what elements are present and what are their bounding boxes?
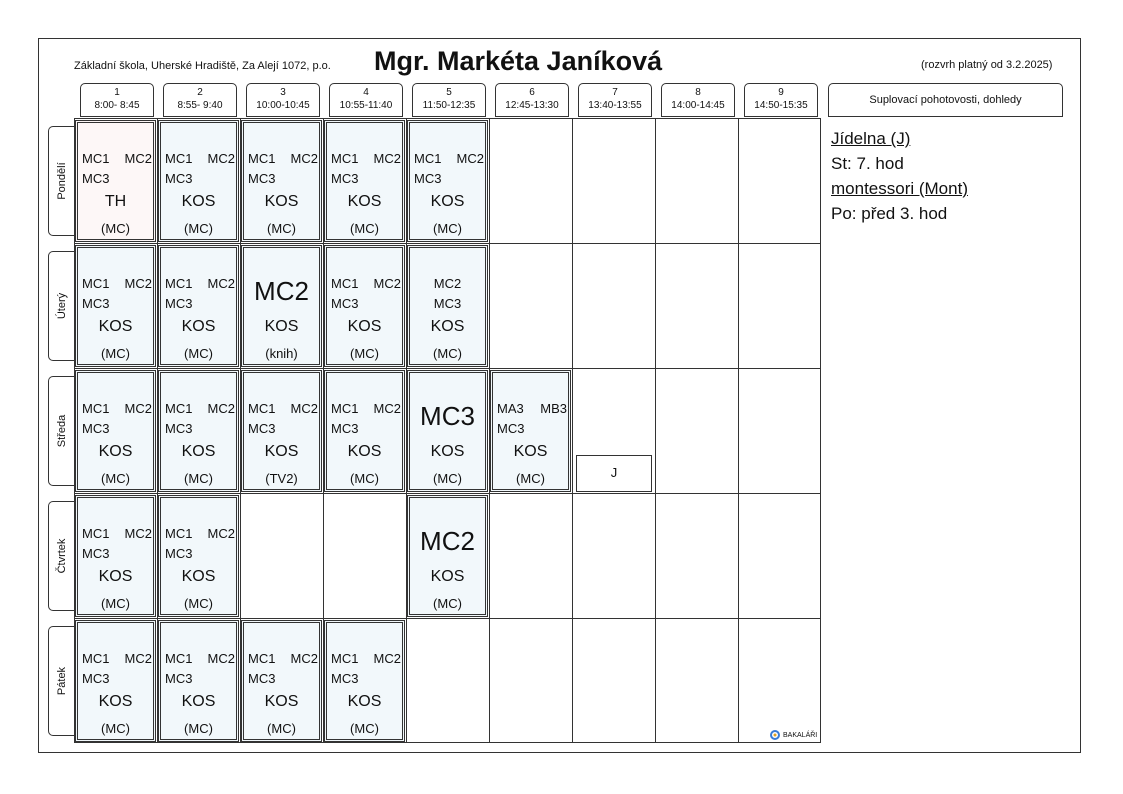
- subject: KOS: [264, 318, 299, 335]
- period-time: 8:55- 9:40: [177, 100, 223, 111]
- subject: KOS: [264, 193, 299, 210]
- class-group: MC2: [207, 276, 235, 291]
- class-group: MC3: [331, 296, 359, 311]
- class-group: MC3: [82, 296, 110, 311]
- lesson-cell: [241, 120, 322, 242]
- period-time: 14:00-14:45: [671, 100, 725, 111]
- validity-note: (rozvrh platný od 3.2.2025): [921, 59, 1053, 71]
- room: (MC): [101, 471, 130, 486]
- lesson-cell: [324, 245, 405, 367]
- lesson-cell: [241, 370, 322, 492]
- class-group: MA3: [497, 401, 524, 416]
- class-groups: [331, 399, 401, 439]
- day-tab: [48, 501, 74, 611]
- class-group: MC3: [497, 421, 525, 436]
- class-group: MC3: [165, 421, 193, 436]
- room: (MC): [350, 471, 379, 486]
- subject: KOS: [264, 693, 299, 710]
- grid-line: [75, 368, 820, 369]
- class-row: [165, 399, 235, 419]
- period-header: [495, 83, 569, 117]
- period-number: 8: [695, 87, 701, 98]
- day-label: Čtvrtek: [55, 538, 68, 574]
- subject: KOS: [347, 193, 382, 210]
- class-group: MC1: [82, 651, 110, 666]
- class-group: MC3: [82, 421, 110, 436]
- class-row: [165, 524, 235, 544]
- class-group: MC1: [165, 526, 193, 541]
- note-line: Po: před 3. hod: [831, 204, 948, 223]
- period-time: 13:40-13:55: [588, 100, 642, 111]
- lesson-cell: [158, 370, 239, 492]
- class-row: [248, 149, 318, 169]
- school-name: Základní škola, Uherské Hradiště, Za Alejí 1072, p.o.: [74, 60, 331, 72]
- subject: KOS: [430, 443, 465, 460]
- period-time: 8:00- 8:45: [94, 100, 140, 111]
- bakalari-logo: [770, 730, 817, 740]
- class-groups: [165, 524, 235, 564]
- class-row: [331, 649, 401, 669]
- class-groups: [414, 149, 484, 189]
- period-number: 1: [114, 87, 120, 98]
- lesson-cell: [75, 620, 156, 742]
- class-group: MC1: [165, 401, 193, 416]
- lesson-cell: [490, 370, 571, 492]
- lesson-cell: [158, 620, 239, 742]
- class-group: MC2: [290, 401, 318, 416]
- subject: KOS: [98, 693, 133, 710]
- day-label: Pátek: [55, 666, 68, 696]
- lesson-cell: [324, 120, 405, 242]
- class-group: MC2: [433, 276, 462, 291]
- class-row: [497, 399, 567, 419]
- lesson-cell: [407, 120, 488, 242]
- room: (MC): [101, 346, 130, 361]
- grid-line: [75, 493, 820, 494]
- class-group: MC2: [207, 151, 235, 166]
- class-group: MC1: [248, 151, 276, 166]
- class-groups: [82, 524, 152, 564]
- period-number: 9: [778, 87, 784, 98]
- subject: KOS: [347, 318, 382, 335]
- period-number: 2: [197, 87, 203, 98]
- logo-text: BAKALÁŘI: [783, 731, 818, 739]
- lesson-cell: [324, 620, 405, 742]
- class-group: MC3: [420, 401, 475, 431]
- lesson-cell: [407, 370, 488, 492]
- subject: KOS: [181, 443, 216, 460]
- room: (MC): [350, 221, 379, 236]
- period-time: 14:50-15:35: [754, 100, 808, 111]
- lesson-cell: [75, 370, 156, 492]
- class-groups: [82, 149, 152, 189]
- class-groups: [82, 649, 152, 689]
- period-header: [744, 83, 818, 117]
- subject: KOS: [264, 443, 299, 460]
- grid-line: [738, 119, 739, 742]
- class-groups: [248, 649, 318, 689]
- class-groups: [82, 399, 152, 439]
- class-row: [82, 274, 152, 294]
- class-row: [82, 524, 152, 544]
- class-group: MC2: [124, 401, 152, 416]
- class-row: [165, 274, 235, 294]
- class-group: MC1: [165, 651, 193, 666]
- class-group: MC2: [290, 151, 318, 166]
- day-label: Středa: [55, 414, 68, 448]
- period-header: [80, 83, 154, 117]
- subject: KOS: [513, 443, 548, 460]
- class-group: MC3: [165, 546, 193, 561]
- class-group: MB3: [540, 401, 567, 416]
- room: (MC): [184, 346, 213, 361]
- subject: KOS: [181, 568, 216, 585]
- class-group: MC3: [248, 421, 276, 436]
- class-group: MC3: [331, 421, 359, 436]
- subject: KOS: [347, 693, 382, 710]
- period-time: 12:45-13:30: [505, 100, 559, 111]
- class-group: MC2: [373, 276, 401, 291]
- lesson-cell: [75, 120, 156, 242]
- lesson-cell: [407, 495, 488, 617]
- class-groups: [165, 399, 235, 439]
- day-label: Pondělí: [55, 162, 68, 200]
- subject: KOS: [98, 568, 133, 585]
- room: (knih): [265, 346, 298, 361]
- room: (MC): [267, 221, 296, 236]
- class-group: MC1: [331, 651, 359, 666]
- bakalari-logo-icon: [770, 730, 780, 740]
- room: (TV2): [265, 471, 298, 486]
- subject: KOS: [98, 318, 133, 335]
- lesson-cell: [241, 245, 322, 367]
- class-group: MC3: [414, 171, 442, 186]
- subject: KOS: [181, 193, 216, 210]
- period-number: 7: [612, 87, 618, 98]
- class-group: MC3: [165, 296, 193, 311]
- room: (MC): [101, 596, 130, 611]
- class-group: MC1: [414, 151, 442, 166]
- class-group: MC1: [82, 526, 110, 541]
- class-group: MC2: [207, 526, 235, 541]
- class-group: MC2: [373, 151, 401, 166]
- note-line: St: 7. hod: [831, 154, 904, 173]
- day-tab: [48, 376, 74, 486]
- grid-line: [655, 119, 656, 742]
- room: (MC): [184, 221, 213, 236]
- lesson-cell: [75, 495, 156, 617]
- class-group: MC2: [124, 276, 152, 291]
- class-group: MC3: [82, 546, 110, 561]
- lesson-cell: [324, 370, 405, 492]
- class-group: MC1: [165, 151, 193, 166]
- class-group: MC2: [420, 526, 475, 556]
- class-groups: [165, 649, 235, 689]
- class-group: MC2: [456, 151, 484, 166]
- period-header: [163, 83, 237, 117]
- teacher-name: Mgr. Markéta Janíková: [374, 46, 663, 76]
- subject: KOS: [430, 193, 465, 210]
- class-group: MC2: [373, 401, 401, 416]
- class-row: [82, 649, 152, 669]
- class-groups: [497, 399, 567, 439]
- subject: KOS: [430, 568, 465, 585]
- room: (MC): [433, 221, 462, 236]
- class-group: MC3: [433, 296, 462, 311]
- day-tab: [48, 626, 74, 736]
- lesson-cell: [158, 120, 239, 242]
- class-group: MC2: [290, 651, 318, 666]
- class-groups: [331, 649, 401, 689]
- lesson-cell: [158, 245, 239, 367]
- class-group: MC3: [248, 171, 276, 186]
- room: (MC): [516, 471, 545, 486]
- lesson-cell: [158, 495, 239, 617]
- period-header: [246, 83, 320, 117]
- class-group: MC3: [165, 671, 193, 686]
- duty-notes: [831, 126, 968, 226]
- subject: KOS: [347, 443, 382, 460]
- period-time: 11:50-12:35: [422, 100, 476, 111]
- room: (MC): [433, 346, 462, 361]
- class-group: MC1: [82, 151, 110, 166]
- period-header: [329, 83, 403, 117]
- class-group: MC1: [82, 276, 110, 291]
- room: (MC): [350, 721, 379, 736]
- class-groups: [165, 274, 235, 314]
- period-number: 3: [280, 87, 286, 98]
- class-group: MC1: [331, 151, 359, 166]
- class-group: MC1: [331, 276, 359, 291]
- period-time: 10:55-11:40: [339, 100, 393, 111]
- duty-header: Suplovací pohotovosti, dohledy: [828, 83, 1063, 117]
- class-group: MC3: [165, 171, 193, 186]
- day-tab: [48, 126, 74, 236]
- class-group: MC2: [373, 651, 401, 666]
- class-groups: [248, 149, 318, 189]
- class-group: MC1: [82, 401, 110, 416]
- class-row: [82, 149, 152, 169]
- class-group: MC2: [124, 151, 152, 166]
- class-groups: [331, 274, 401, 314]
- day-tab: [48, 251, 74, 361]
- period-header: [578, 83, 652, 117]
- subject: TH: [104, 193, 127, 210]
- grid-line: [572, 119, 573, 742]
- class-group: MC2: [124, 526, 152, 541]
- class-row: [331, 149, 401, 169]
- class-group: MC3: [82, 171, 110, 186]
- class-group: MC3: [331, 671, 359, 686]
- class-group: MC2: [124, 651, 152, 666]
- class-group: MC2: [207, 651, 235, 666]
- supervision-box: J: [576, 455, 652, 492]
- period-number: 4: [363, 87, 369, 98]
- class-groups: [165, 149, 235, 189]
- lesson-cell: [241, 620, 322, 742]
- room: (MC): [433, 596, 462, 611]
- room: (MC): [350, 346, 379, 361]
- class-group: MC1: [331, 401, 359, 416]
- class-group: MC2: [254, 276, 309, 306]
- subject: KOS: [98, 443, 133, 460]
- period-header: [661, 83, 735, 117]
- class-group: MC3: [331, 171, 359, 186]
- room: (MC): [101, 721, 130, 736]
- lesson-cell: [75, 245, 156, 367]
- class-row: [165, 149, 235, 169]
- class-row: [165, 649, 235, 669]
- period-number: 5: [446, 87, 452, 98]
- class-groups: [82, 274, 152, 314]
- class-row: [331, 274, 401, 294]
- day-label: Úterý: [55, 292, 68, 320]
- class-groups: [410, 274, 485, 314]
- class-groups: [331, 149, 401, 189]
- subject: KOS: [181, 693, 216, 710]
- class-group: MC3: [248, 671, 276, 686]
- period-header: [412, 83, 486, 117]
- class-group: MC1: [165, 276, 193, 291]
- room: (MC): [184, 721, 213, 736]
- period-time: 10:00-10:45: [256, 100, 310, 111]
- class-groups: [248, 399, 318, 439]
- lesson-cell: [407, 245, 488, 367]
- room: (MC): [433, 471, 462, 486]
- note-line: montessori (Mont): [831, 179, 968, 198]
- class-group: MC1: [248, 401, 276, 416]
- grid-line: [75, 618, 820, 619]
- grid-line: [75, 243, 820, 244]
- period-number: 6: [529, 87, 535, 98]
- class-row: [414, 149, 484, 169]
- room: (MC): [101, 221, 130, 236]
- class-row: [82, 399, 152, 419]
- class-group: MC3: [82, 671, 110, 686]
- subject: KOS: [181, 318, 216, 335]
- room: (MC): [184, 471, 213, 486]
- subject: KOS: [430, 318, 465, 335]
- class-group: MC2: [207, 401, 235, 416]
- class-row: [248, 649, 318, 669]
- class-group: MC1: [248, 651, 276, 666]
- room: (MC): [184, 596, 213, 611]
- class-row: [248, 399, 318, 419]
- class-row: [331, 399, 401, 419]
- room: (MC): [267, 721, 296, 736]
- note-line: Jídelna (J): [831, 129, 911, 148]
